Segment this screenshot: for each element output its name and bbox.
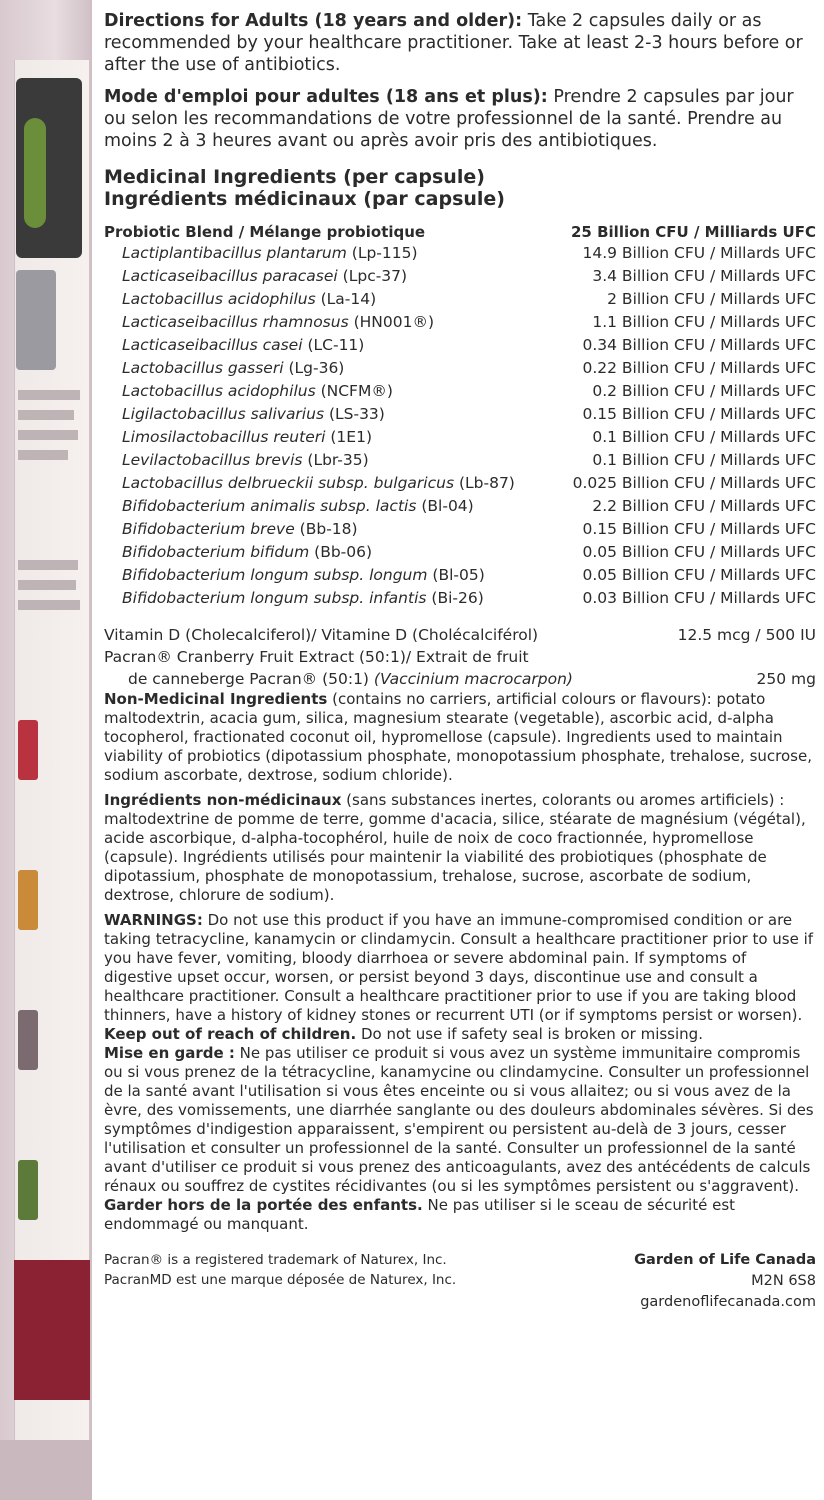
pacran-latin: (Vaccinium macrocarpon) — [373, 670, 573, 688]
strain-species: Bifidobacterium longum subsp. longum — [122, 566, 428, 584]
strain-code: (1E1) — [330, 428, 372, 446]
directions-en — [104, 10, 816, 76]
strain-name — [104, 242, 418, 265]
doctor-portrait — [16, 270, 56, 370]
warnings-fr-tail: Ne pas utiliser si le sceau de sécurité est endommagé ou manquant. — [104, 1196, 736, 1233]
strain-name — [104, 541, 372, 564]
side-text-line — [18, 430, 78, 440]
gi-support-badge-icon — [18, 870, 38, 930]
side-text-line — [18, 560, 78, 570]
strain-row — [104, 242, 816, 265]
trademark-en: Pacran® is a registered trademark of Naturex, Inc. — [104, 1252, 447, 1268]
strain-species: Lactobacillus delbrueckii subsp. bulgaricus — [122, 474, 455, 492]
strain-amount: 0.22 Billion CFU / Millards UFC — [582, 359, 816, 377]
leaf-icon — [24, 118, 46, 228]
strain-name — [104, 380, 393, 403]
strain-species: Ligilactobacillus salivarius — [122, 405, 325, 423]
strain-row — [104, 518, 816, 541]
strain-species: Lactiplantibacillus plantarum — [122, 244, 347, 262]
warnings-en — [104, 911, 816, 1044]
strain-code: (Bl-05) — [432, 566, 485, 584]
strain-species: Lactobacillus acidophilus — [122, 382, 316, 400]
blend-amount: 25 Billion CFU / Milliards UFC — [571, 223, 816, 241]
strain-code: (Lbr-35) — [307, 451, 369, 469]
non-medicinal-fr — [104, 791, 816, 905]
medicinal-title-en: Medicinal Ingredients (per capsule) — [104, 166, 485, 188]
directions-fr-text: Prendre 2 capsules par jour ou selon les recommandations de votre professionnel de la santé. Prendre au moins 2 à 3 heures avant ou après avoir pris des antibiotiques. — [104, 87, 794, 151]
strain-name — [104, 311, 434, 334]
strain-row — [104, 311, 816, 334]
website: gardenoflifecanada.com — [640, 1294, 816, 1310]
pacran-row — [104, 646, 816, 690]
strain-code: (LC-11) — [307, 336, 365, 354]
strain-species: Lacticaseibacillus casei — [122, 336, 303, 354]
side-text-line — [18, 450, 68, 460]
company-name: Garden of Life Canada — [634, 1252, 816, 1268]
strain-code: (Bl-04) — [421, 497, 474, 515]
pacran-line2: de canneberge Pacran® (50:1) — [128, 670, 369, 688]
strain-amount: 0.15 Billion CFU / Millards UFC — [582, 405, 816, 423]
label-footer — [104, 1250, 816, 1313]
strain-amount: 3.4 Billion CFU / Millards UFC — [592, 267, 816, 285]
strain-amount: 2.2 Billion CFU / Millards UFC — [592, 497, 816, 515]
directions-en-text: Take 2 capsules daily or as recommended by your healthcare practitioner. Take at least 2-3 hours before or after the use of antibiotics. — [104, 11, 803, 75]
strain-code: (Bi-26) — [431, 589, 484, 607]
strain-name — [104, 357, 344, 380]
strain-code: (Lpc-37) — [342, 267, 408, 285]
non-medicinal-en — [104, 690, 816, 785]
strain-row — [104, 449, 816, 472]
strain-code: (HN001®) — [353, 313, 435, 331]
side-bottom-edge — [0, 1440, 92, 1500]
directions-fr-heading: Mode d'emploi pour adultes (18 ans et plus): — [104, 87, 548, 107]
non-medicinal-fr-text: (sans substances inertes, colorants ou aromes artificiels) : maltodextrine de pomme de terre, gomme d'acacia, silice, stéarate de magnésium (végétal), acide ascorbique, d-alpha-tocophérol, huile de noix de coco fractionnée, hypromellose (capsule). Ingrédients utilisés pour maintenir la viabilité des probiotiques (phosphate de dipotassium, phosphate de monopotassium, trehalose, sucrose, ascorbate de sodium, dextrose, chlorure de sodium). — [104, 791, 806, 904]
strain-row — [104, 472, 816, 495]
strain-row — [104, 265, 816, 288]
urinary-badge-icon — [18, 720, 38, 780]
probiotic-blend-row — [104, 222, 816, 242]
side-text-line — [18, 390, 80, 400]
strain-code: (Bb-18) — [299, 520, 358, 538]
strain-name — [104, 587, 484, 610]
strain-amount: 0.03 Billion CFU / Millards UFC — [582, 589, 816, 607]
strain-list — [104, 242, 816, 610]
vitamin-d-label: Vitamin D (Cholecalciferol)/ Vitamine D (Cholécalciférol) — [104, 626, 539, 644]
warnings-fr — [104, 1044, 816, 1234]
strain-code: (Lg-36) — [288, 359, 345, 377]
strain-row — [104, 541, 816, 564]
strain-species: Lacticaseibacillus rhamnosus — [122, 313, 349, 331]
strain-name — [104, 495, 474, 518]
warnings-en-heading: WARNINGS: — [104, 911, 203, 929]
strain-name — [104, 265, 407, 288]
non-medicinal-en-text: (contains no carriers, artificial colours or flavours): potato maltodextrin, acacia gum, silica, magnesium stearate (vegetable), ascorbic acid, d-alpha tocopherol, fractionated coconut oil, hypromellose (capsule). Ingredients used to maintain viability of probiotics (dipotassium phosphate, monopotassium phosphate, trehalose, sucrose, sodium ascorbate, dextrose, sodium chloride). — [104, 690, 812, 784]
vitamin-d-amount: 12.5 mcg / 500 IU — [677, 626, 816, 644]
strain-amount: 2 Billion CFU / Millards UFC — [607, 290, 816, 308]
side-text-line — [18, 600, 80, 610]
strain-species: Bifidobacterium breve — [122, 520, 295, 538]
strain-row — [104, 357, 816, 380]
non-medicinal-en-heading: Non-Medicinal Ingredients — [104, 690, 328, 708]
label-content — [104, 10, 816, 1313]
medicinal-title-fr: Ingrédients médicinaux (par capsule) — [104, 188, 505, 210]
warnings-fr-heading: Mise en garde : — [104, 1044, 235, 1062]
strain-name — [104, 288, 376, 311]
strain-row — [104, 380, 816, 403]
strain-row — [104, 495, 816, 518]
strain-amount: 0.05 Billion CFU / Millards UFC — [582, 566, 816, 584]
strain-species: Lacticaseibacillus paracasei — [122, 267, 338, 285]
strain-code: (Lb-87) — [458, 474, 515, 492]
company-info — [634, 1250, 816, 1313]
directions-fr — [104, 86, 816, 152]
warnings-en-text: Do not use this product if you have an immune-compromised condition or are taking tetracycline, kanamycin or clindamycin. Consult a healthcare practitioner prior to use if you have fever, vomiting, bloody diarrhoea or severe abdominal pain. If symptoms of digestive upset occur, worsen, or persist beyond 3 days, discontinue use and consult a healthcare practitioner. Consult a healthcare practitioner prior to use if you are taking blood thinners, have a history of kidney stones or recurrent UTI (or if symptoms persist or worsen). — [104, 911, 814, 1024]
strain-amount: 0.1 Billion CFU / Millards UFC — [592, 451, 816, 469]
strain-code: (NCFM®) — [320, 382, 393, 400]
strain-amount: 1.1 Billion CFU / Millards UFC — [592, 313, 816, 331]
brand-logo — [16, 78, 82, 258]
warnings-en-bold: Keep out of reach of children. — [104, 1025, 357, 1043]
strain-species: Lactobacillus acidophilus — [122, 290, 316, 308]
strain-row — [104, 587, 816, 610]
strain-row — [104, 288, 816, 311]
strain-name — [104, 518, 358, 541]
strain-amount: 0.1 Billion CFU / Millards UFC — [592, 428, 816, 446]
strain-row — [104, 426, 816, 449]
trademark-fr: PacranMD est une marque déposée de Naturex, Inc. — [104, 1272, 457, 1288]
strain-species: Bifidobacterium longum subsp. infantis — [122, 589, 427, 607]
strain-amount: 0.025 Billion CFU / Millards UFC — [572, 474, 816, 492]
pacran-line1: Pacran® Cranberry Fruit Extract (50:1)/ Extrait de fruit — [104, 648, 529, 666]
strain-name — [104, 403, 385, 426]
warnings-fr-bold: Garder hors de la portée des enfants. — [104, 1196, 423, 1214]
strain-name — [104, 564, 485, 587]
warnings-en-tail: Do not use if safety seal is broken or missing. — [356, 1025, 703, 1043]
warnings-fr-text: Ne pas utiliser ce produit si vous avez un système immunitaire compromis ou si vous prenez de la tétracycline, kanamycine ou clindamycine. Consulter un professionnel de la santé avant l'utilisation si vous êtes enceinte ou si vous allaitez; ou si vous avez de la èvre, des vomissements, une diarrhée sanglante ou des douleurs abdominales sévères. Si des symptômes d'indigestion apparaissent, s'empirent ou persistent au-delà de 3 jours, cesser l'utilisation et consulter un professionnel de la santé. Consulter un professionnel de la santé avant d'utiliser ce produit si vous prenez des anticoagulants, avez des antécédents de calculs rénaux ou souffrez de cystites récidivantes (ou si les symptômes persistent ou s'aggravent). — [104, 1044, 814, 1195]
strain-species: Bifidobacterium animalis subsp. lactis — [122, 497, 417, 515]
strain-name — [104, 472, 515, 495]
side-red-strip — [14, 1260, 90, 1400]
strain-code: (Bb-06) — [314, 543, 373, 561]
strain-code: (La-14) — [320, 290, 377, 308]
pacran-amount: 250 mg — [756, 670, 816, 688]
side-text-line — [18, 410, 74, 420]
strain-amount: 0.2 Billion CFU / Millards UFC — [592, 382, 816, 400]
strain-species: Lactobacillus gasseri — [122, 359, 284, 377]
strain-species: Bifidobacterium bifidum — [122, 543, 310, 561]
strain-row — [104, 403, 816, 426]
vitamin-d-row — [104, 624, 816, 646]
strain-row — [104, 564, 816, 587]
strain-amount: 0.34 Billion CFU / Millards UFC — [582, 336, 816, 354]
strain-code: (Lp-115) — [351, 244, 418, 262]
strain-code: (LS-33) — [328, 405, 385, 423]
strain-species: Levilactobacillus brevis — [122, 451, 303, 469]
strain-amount: 14.9 Billion CFU / Millards UFC — [582, 244, 816, 262]
strain-name — [104, 426, 372, 449]
non-medicinal-fr-heading: Ingrédients non-médicinaux — [104, 791, 342, 809]
strain-name — [104, 334, 364, 357]
strain-amount: 0.05 Billion CFU / Millards UFC — [582, 543, 816, 561]
strain-amount: 0.15 Billion CFU / Millards UFC — [582, 520, 816, 538]
strain-name — [104, 449, 369, 472]
postal-code: M2N 6S8 — [751, 1273, 816, 1289]
non-gmo-badge-icon — [18, 1160, 38, 1220]
side-text-line — [18, 580, 76, 590]
blend-label: Probiotic Blend / Mélange probiotique — [104, 223, 426, 241]
strain-row — [104, 334, 816, 357]
trademark-notes — [104, 1250, 456, 1313]
box-side-panel — [0, 0, 92, 1500]
directions-en-heading: Directions for Adults (18 years and older): — [104, 11, 523, 31]
shelf-stable-badge-icon — [18, 1010, 38, 1070]
strain-species: Limosilactobacillus reuteri — [122, 428, 326, 446]
